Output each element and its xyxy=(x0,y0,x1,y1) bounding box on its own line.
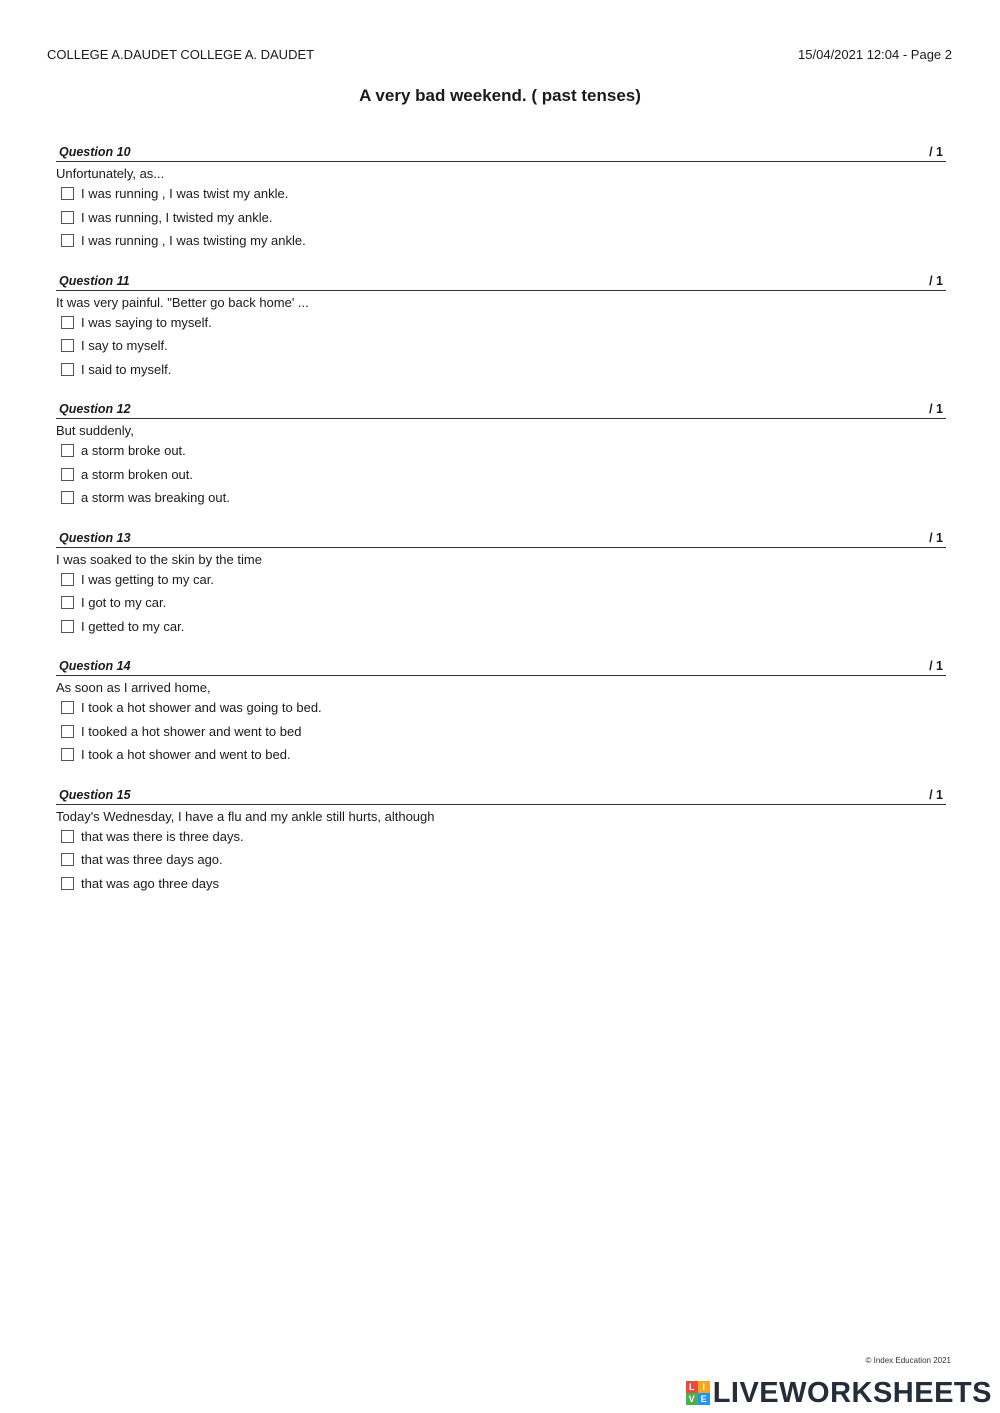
question-block xyxy=(56,787,946,916)
question-score: / 1 xyxy=(929,273,943,288)
option-label: a storm broken out. xyxy=(81,466,193,482)
answer-option[interactable] xyxy=(56,229,946,253)
question-header xyxy=(56,273,946,291)
option-label: I was running, I twisted my ankle. xyxy=(81,209,273,225)
question-label: Question 13 xyxy=(59,530,131,545)
answer-option[interactable] xyxy=(56,825,946,849)
checkbox[interactable] xyxy=(61,620,74,633)
answer-option[interactable] xyxy=(56,720,946,744)
question-label: Question 11 xyxy=(59,273,130,288)
answer-option[interactable] xyxy=(56,568,946,592)
checkbox[interactable] xyxy=(61,211,74,224)
question-score: / 1 xyxy=(929,787,943,802)
checkbox[interactable] xyxy=(61,830,74,843)
liveworksheets-brand xyxy=(686,1376,992,1410)
logo-letter: V xyxy=(686,1393,698,1405)
checkbox[interactable] xyxy=(61,187,74,200)
logo-letter: I xyxy=(698,1381,710,1393)
question-block xyxy=(56,273,946,402)
checkbox[interactable] xyxy=(61,491,74,504)
question-header xyxy=(56,787,946,805)
option-label: I said to myself. xyxy=(81,361,172,377)
option-label: I took a hot shower and went to bed. xyxy=(81,747,291,763)
answer-option[interactable] xyxy=(56,182,946,206)
checkbox[interactable] xyxy=(61,234,74,247)
option-label: that was three days ago. xyxy=(81,852,223,868)
question-prompt: I was soaked to the skin by the time xyxy=(56,551,262,567)
question-prompt: Unfortunately, as... xyxy=(56,166,165,181)
checkbox[interactable] xyxy=(61,363,74,376)
checkbox[interactable] xyxy=(61,316,74,329)
option-label: I was running , I was twisting my ankle. xyxy=(81,233,306,249)
question-header xyxy=(56,658,946,676)
logo-letter: L xyxy=(686,1381,698,1393)
answer-option[interactable] xyxy=(56,486,946,510)
checkbox[interactable] xyxy=(61,725,74,738)
option-label: a storm broke out. xyxy=(81,443,186,459)
option-label: I was running , I was twist my ankle. xyxy=(81,186,289,202)
question-label: Question 12 xyxy=(59,402,131,416)
question-list xyxy=(56,144,946,915)
option-label: that was ago three days xyxy=(81,875,220,891)
question-prompt: But suddenly, xyxy=(56,423,134,438)
checkbox[interactable] xyxy=(61,468,74,481)
option-label: that was there is three days. xyxy=(81,828,244,844)
answer-option[interactable] xyxy=(56,872,946,896)
question-block xyxy=(56,530,946,659)
question-prompt: It was very painful. "Better go back home' ... xyxy=(56,294,309,310)
option-label: I say to myself. xyxy=(81,338,168,354)
page-title: A very bad weekend. ( past tenses) xyxy=(359,86,641,105)
option-label: I tooked a hot shower and went to bed xyxy=(81,723,302,739)
option-label: I got to my car. xyxy=(81,595,167,611)
question-score: / 1 xyxy=(929,530,943,545)
liveworksheets-logo-icon xyxy=(686,1381,710,1405)
question-label: Question 10 xyxy=(59,145,131,159)
answer-option[interactable] xyxy=(56,358,946,382)
question-block xyxy=(56,144,946,273)
brand-name: LIVEWORKSHEETS xyxy=(712,1376,992,1409)
answer-option[interactable] xyxy=(56,591,946,615)
answer-option[interactable] xyxy=(56,615,946,639)
date-page: 15/04/2021 12:04 - Page 2 xyxy=(798,47,952,62)
question-label: Question 15 xyxy=(59,787,131,802)
checkbox[interactable] xyxy=(61,701,74,714)
answer-option[interactable] xyxy=(56,439,946,463)
question-header xyxy=(56,401,946,419)
school-name: COLLEGE A.DAUDET COLLEGE A. DAUDET xyxy=(47,47,315,62)
option-label: I was saying to myself. xyxy=(81,314,212,330)
question-score: / 1 xyxy=(929,402,943,416)
checkbox[interactable] xyxy=(61,573,74,586)
checkbox[interactable] xyxy=(61,877,74,890)
checkbox[interactable] xyxy=(61,748,74,761)
answer-option[interactable] xyxy=(56,311,946,335)
option-label: a storm was breaking out. xyxy=(81,490,230,506)
page-header xyxy=(47,47,952,65)
question-score: / 1 xyxy=(929,659,943,673)
answer-option[interactable] xyxy=(56,696,946,720)
question-header xyxy=(56,144,946,162)
question-block xyxy=(56,401,946,530)
answer-option[interactable] xyxy=(56,206,946,230)
question-block xyxy=(56,658,946,787)
answer-option[interactable] xyxy=(56,848,946,872)
question-prompt: As soon as I arrived home, xyxy=(56,680,211,695)
answer-option[interactable] xyxy=(56,743,946,767)
question-label: Question 14 xyxy=(59,659,131,673)
answer-option[interactable] xyxy=(56,334,946,358)
question-header xyxy=(56,530,946,548)
question-prompt: Today's Wednesday, I have a flu and my ankle still hurts, although xyxy=(56,808,435,824)
option-label: I took a hot shower and was going to bed. xyxy=(81,700,322,716)
checkbox[interactable] xyxy=(61,444,74,457)
question-score: / 1 xyxy=(929,145,943,159)
checkbox[interactable] xyxy=(61,339,74,352)
checkbox[interactable] xyxy=(61,853,74,866)
option-label: I was getting to my car. xyxy=(81,571,214,587)
logo-letter: E xyxy=(698,1393,710,1405)
checkbox[interactable] xyxy=(61,596,74,609)
copyright-notice: © Index Education 2021 xyxy=(865,1356,951,1365)
answer-option[interactable] xyxy=(56,463,946,487)
option-label: I getted to my car. xyxy=(81,618,185,634)
